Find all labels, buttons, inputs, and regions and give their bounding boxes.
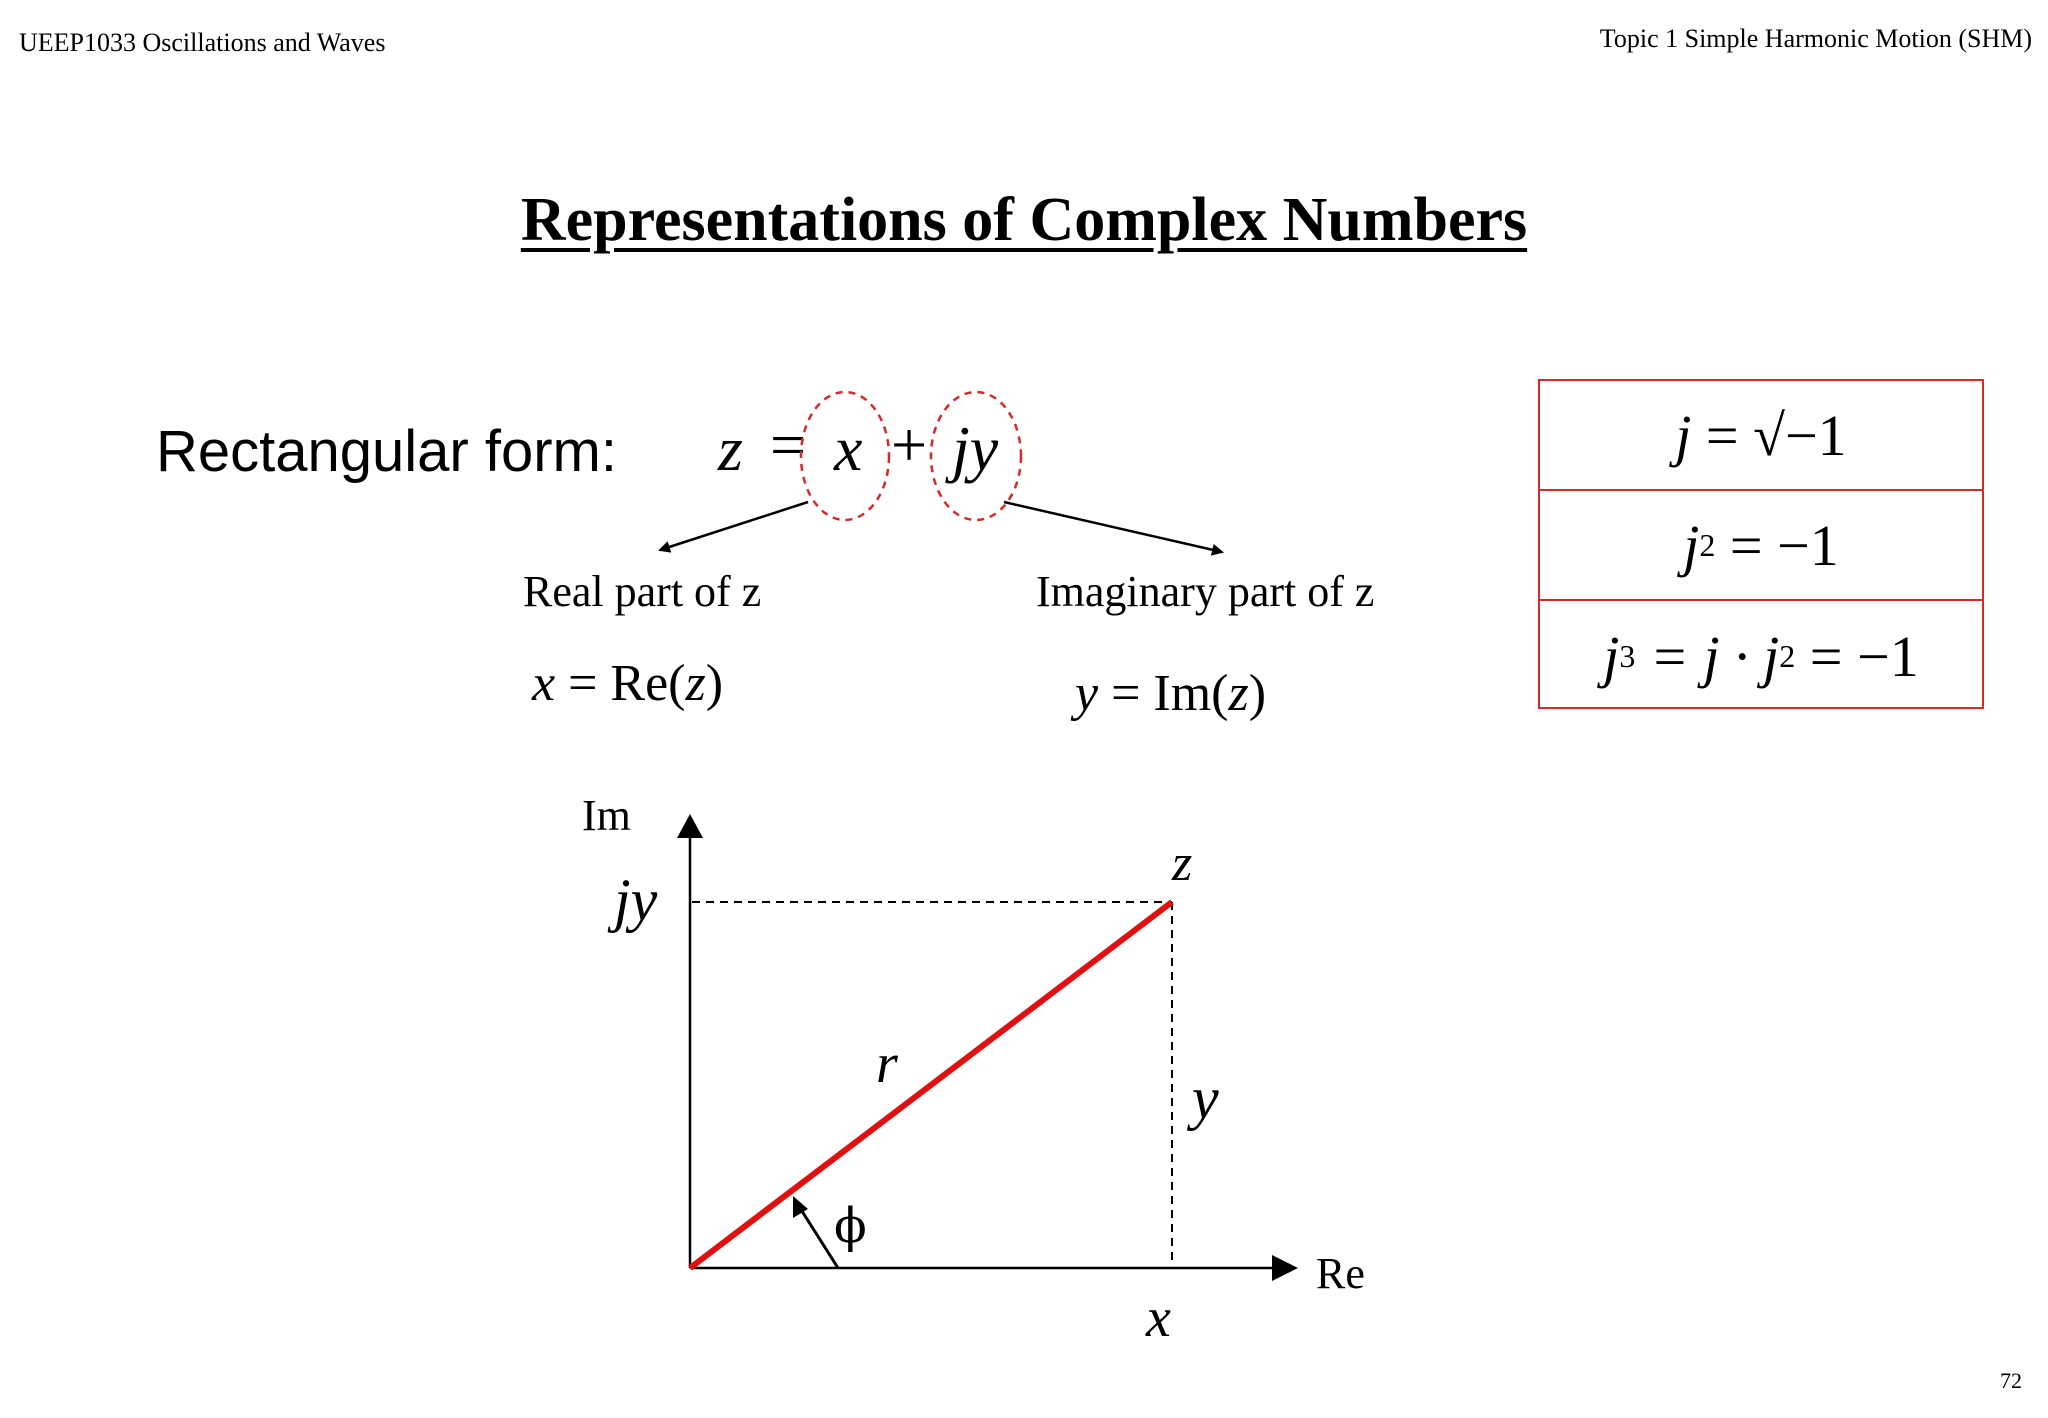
real-part-arrow bbox=[660, 502, 808, 550]
vector-r bbox=[690, 902, 1172, 1268]
imag-eq-lhs: y bbox=[1075, 665, 1099, 722]
real-eq-close: ) bbox=[705, 655, 724, 712]
imag-eq-fn: Im( bbox=[1153, 665, 1229, 722]
axis-label-im: Im bbox=[582, 791, 631, 840]
real-part-label: Real part of z bbox=[523, 567, 762, 616]
identity-sqrt-rhs: = √−1 bbox=[1705, 402, 1847, 468]
identity-cube-rhs: = −1 bbox=[1809, 623, 1919, 689]
page-number: 72 bbox=[2000, 1368, 2022, 1393]
page-title: Representations of Complex Numbers bbox=[520, 186, 1528, 254]
real-eq-lhs: x bbox=[532, 655, 556, 712]
eq-jy: jy bbox=[952, 413, 999, 484]
re-axis-arrowhead bbox=[1272, 1255, 1298, 1281]
label-z: z bbox=[1172, 835, 1193, 892]
identity-j-square-base: j bbox=[1683, 512, 1700, 578]
real-eq-fn: Re( bbox=[610, 655, 686, 712]
identity-square-rhs: = −1 bbox=[1729, 512, 1839, 578]
imaginary-part-label: Imaginary part of z bbox=[1036, 567, 1375, 616]
imaginary-part-arrow bbox=[1004, 502, 1222, 552]
label-x: x bbox=[1146, 1287, 1171, 1349]
identity-row-square: j 2 = −1 bbox=[1540, 491, 1982, 601]
identity-j: j bbox=[1675, 402, 1692, 468]
eq-x: x bbox=[834, 413, 863, 484]
identity-row-cube: j 3 = j · j 2 = −1 bbox=[1603, 623, 1919, 689]
label-jy: jy bbox=[614, 867, 658, 933]
rectangular-form-label: Rectangular form: bbox=[156, 419, 617, 484]
highlight-circle-jy bbox=[931, 392, 1021, 520]
eq-equals: = bbox=[770, 409, 807, 480]
identity-cube-mid: = j · j bbox=[1649, 623, 1780, 689]
topic-header: Topic 1 Simple Harmonic Motion (SHM) bbox=[1599, 24, 2032, 53]
eq-plus: + bbox=[891, 409, 928, 480]
real-eq-arg: z bbox=[685, 655, 706, 712]
axis-label-re: Re bbox=[1316, 1249, 1365, 1298]
label-phi: ϕ bbox=[834, 1198, 867, 1254]
highlight-circle-x bbox=[801, 392, 889, 520]
label-r: r bbox=[876, 1033, 898, 1095]
imag-eq-close: ) bbox=[1248, 665, 1267, 722]
angle-arrow bbox=[800, 1208, 838, 1268]
label-y: y bbox=[1192, 1065, 1219, 1131]
course-header: UEEP1033 Oscillations and Waves bbox=[19, 28, 386, 57]
eq-z: z bbox=[718, 413, 743, 484]
imag-eq-op: = bbox=[1111, 665, 1141, 722]
real-eq-op: = bbox=[568, 655, 598, 712]
im-axis-arrowhead bbox=[677, 814, 703, 838]
imag-eq-arg: z bbox=[1228, 665, 1249, 722]
identity-j-cube-base: j bbox=[1603, 623, 1620, 689]
